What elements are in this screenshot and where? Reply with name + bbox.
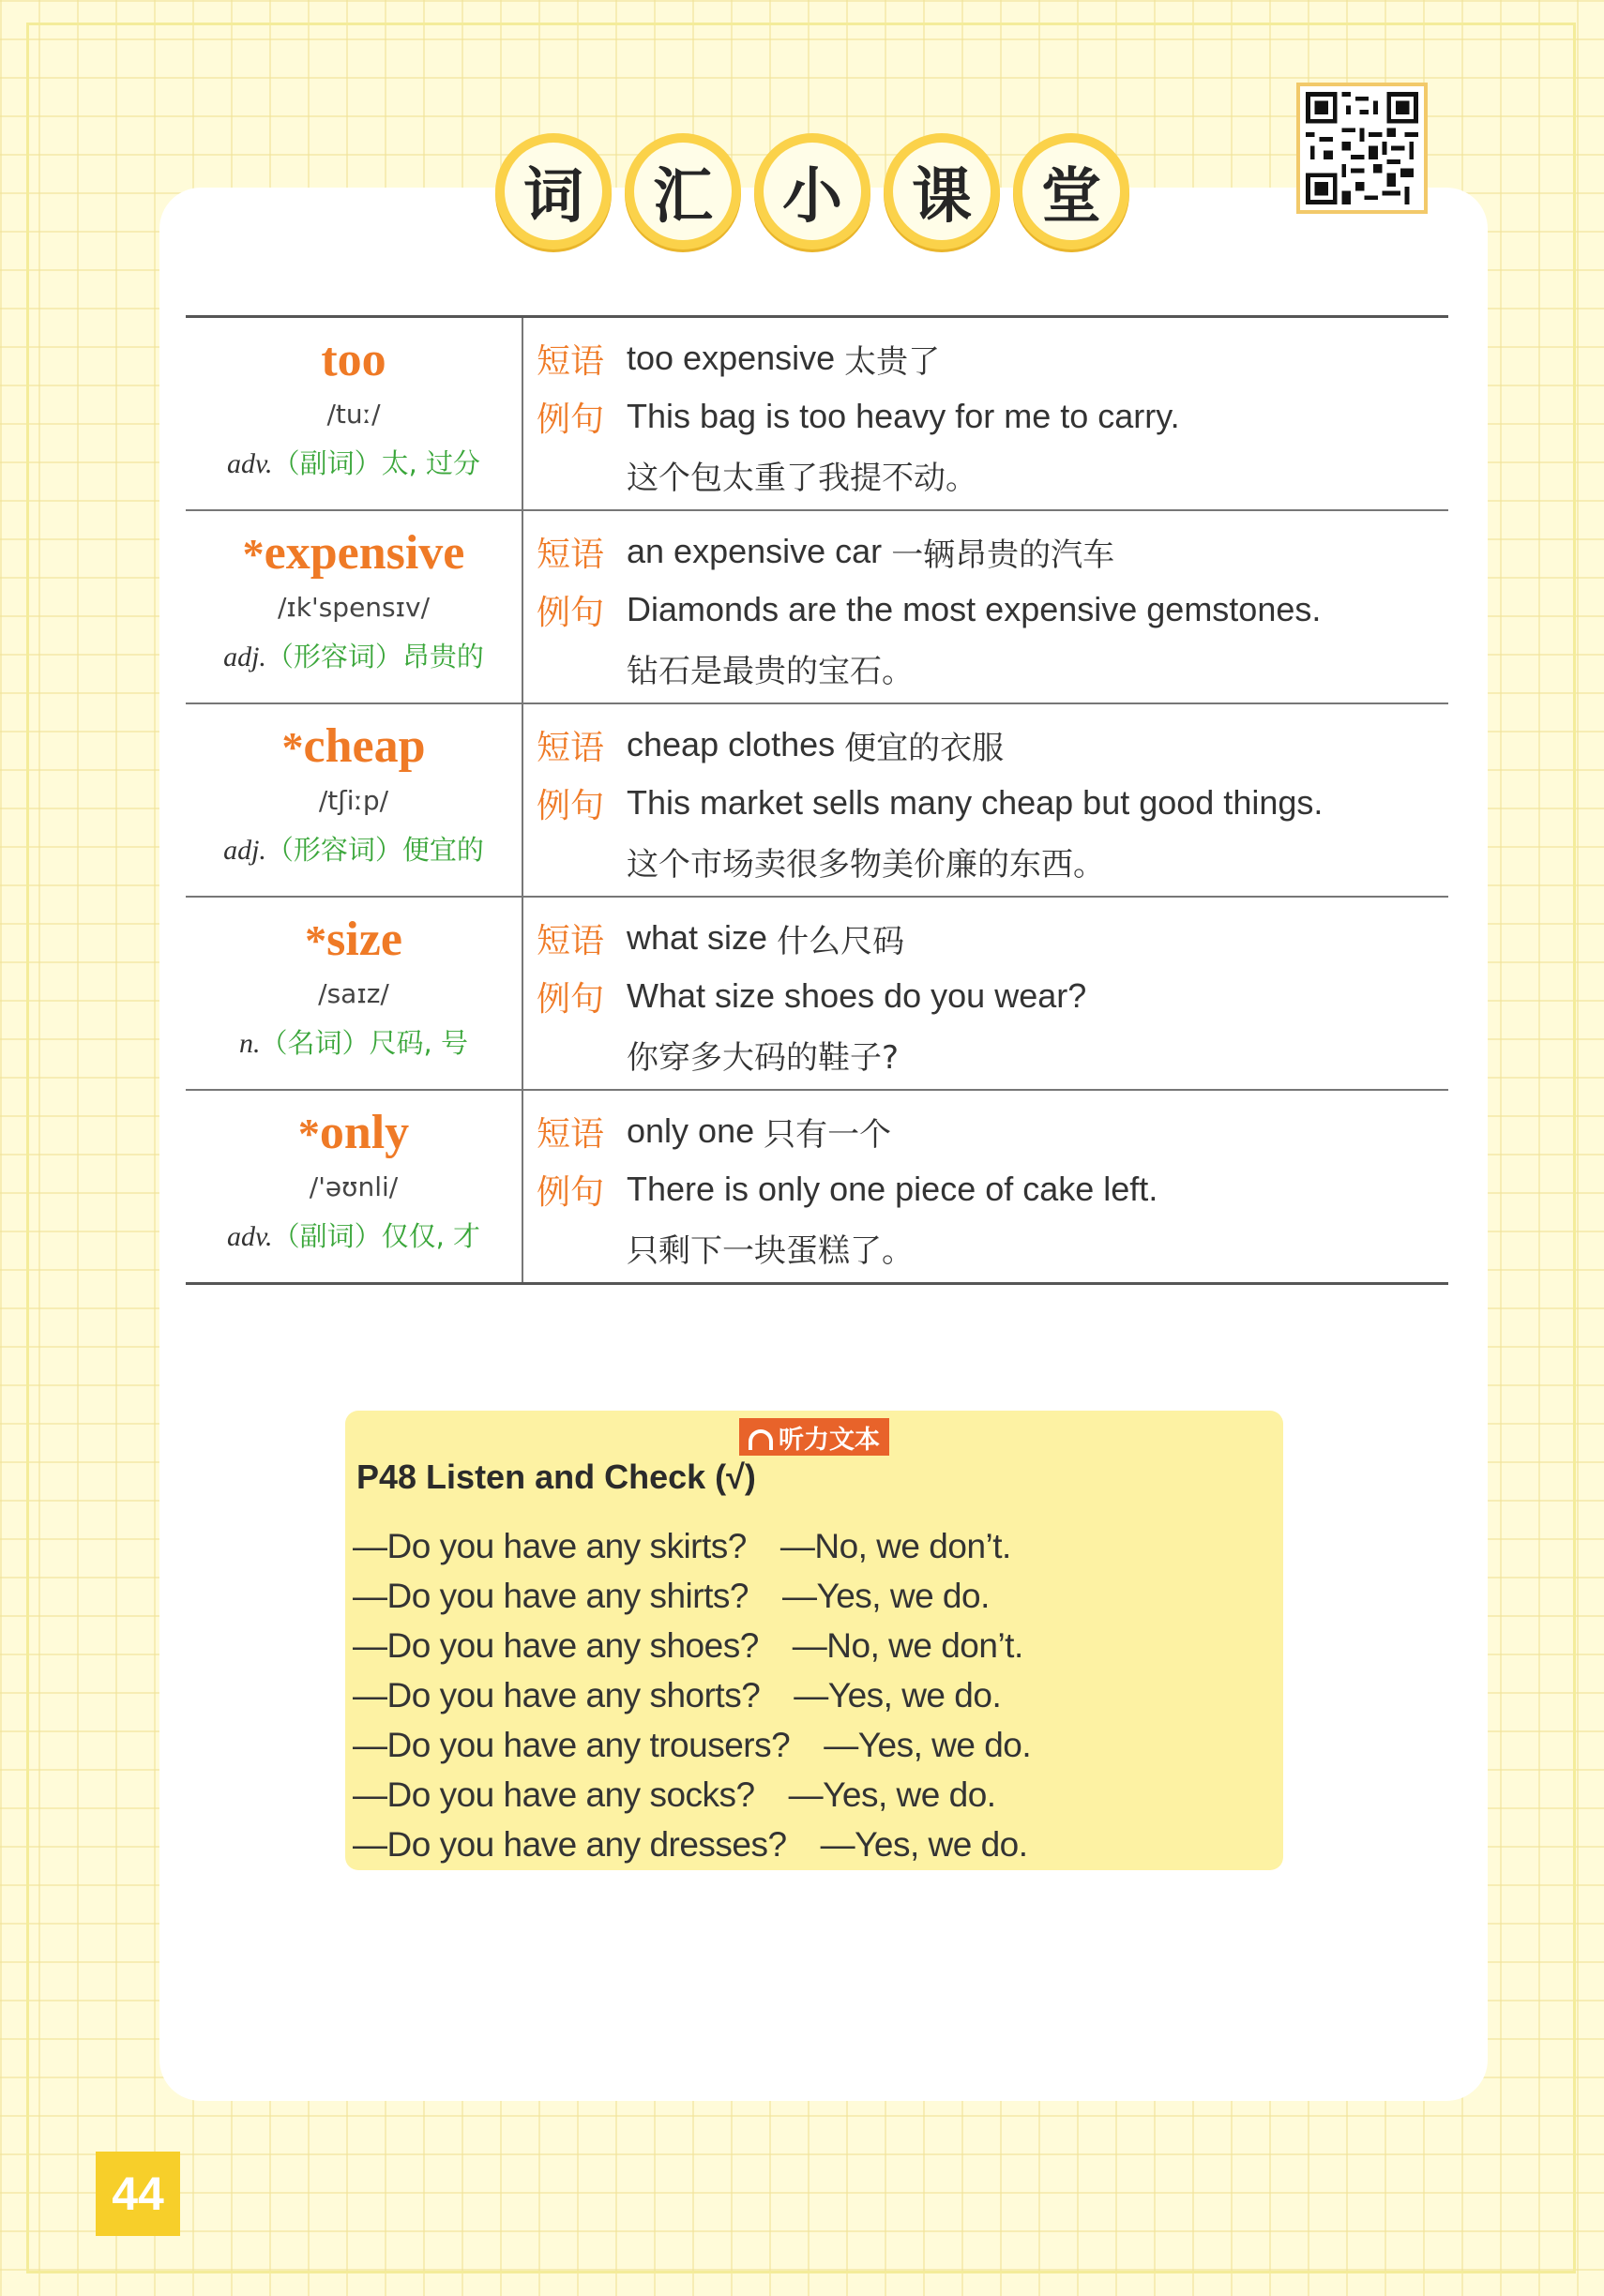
dialogue-list	[353, 1521, 1031, 1869]
part-of-speech: adj.（形容词）便宜的	[223, 834, 484, 866]
dialogue-line: —Do you have any shoes? —No, we don’t.	[353, 1625, 1023, 1665]
word-column	[186, 318, 523, 509]
word-column	[186, 511, 523, 702]
example-translation: 钻石是最贵的宝石。	[627, 652, 914, 690]
phrase-line: 短语 an expensive car 一辆昂贵的汽车	[537, 522, 1448, 581]
title-circle: 汇	[625, 133, 741, 249]
example-translation: 这个市场卖很多物美价廉的东西。	[627, 845, 1105, 884]
example-line: 例句 This bag is too heavy for me to carry.	[537, 387, 1448, 446]
example-label: 例句	[537, 593, 605, 632]
usage-column	[523, 704, 1448, 896]
usage-column	[523, 511, 1448, 702]
vocab-entry	[186, 318, 1448, 511]
title-circle: 小	[754, 133, 870, 249]
phrase-label: 短语	[537, 921, 605, 960]
headword: *cheap	[281, 719, 426, 773]
headword: *only	[297, 1106, 410, 1159]
phrase-label: 短语	[537, 535, 605, 574]
headphone-icon	[749, 1429, 773, 1450]
listening-heading: P48 Listen and Check (√)	[356, 1458, 756, 1496]
phrase-label: 短语	[537, 728, 605, 767]
phrase-line: 短语 only one 只有一个	[537, 1102, 1448, 1160]
listening-badge: 听力文本	[739, 1418, 889, 1456]
part-of-speech: adv.（副词）太, 过分	[226, 447, 481, 479]
phonetic: /saɪz/	[318, 978, 389, 1009]
example-line: 例句 What size shoes do you wear?	[537, 967, 1448, 1025]
usage-column	[523, 898, 1448, 1089]
dialogue-line: —Do you have any shirts? —Yes, we do.	[353, 1576, 990, 1615]
phonetic: /tʃiːp/	[318, 785, 389, 816]
phrase-line: 短语 what size 什么尺码	[537, 909, 1448, 967]
page-title	[495, 133, 1129, 249]
usage-column	[523, 318, 1448, 509]
phrase-line: 短语 cheap clothes 便宜的衣服	[537, 716, 1448, 774]
usage-column	[523, 1091, 1448, 1282]
word-column	[186, 898, 523, 1089]
title-circle: 词	[495, 133, 612, 249]
page-number: 44	[96, 2152, 180, 2236]
example-translation: 你穿多大码的鞋子?	[627, 1038, 900, 1077]
vocab-entry	[186, 1091, 1448, 1285]
headword: *expensive	[242, 526, 465, 580]
listening-text-box	[345, 1411, 1283, 1870]
vocab-entry	[186, 704, 1448, 898]
example-translation: 只剩下一块蛋糕了。	[627, 1231, 914, 1270]
phonetic: /ɪk'spensɪv/	[277, 592, 431, 623]
dialogue-line: —Do you have any socks? —Yes, we do.	[353, 1775, 996, 1814]
example-label: 例句	[537, 1172, 605, 1212]
part-of-speech: adj.（形容词）昂贵的	[223, 641, 484, 672]
part-of-speech: adv.（副词）仅仅, 才	[226, 1220, 481, 1252]
dialogue-line: —Do you have any trousers? —Yes, we do.	[353, 1725, 1032, 1764]
vocab-entry	[186, 898, 1448, 1091]
headword: *size	[305, 913, 402, 966]
phrase-label: 短语	[537, 341, 605, 381]
title-circle: 课	[884, 133, 1000, 249]
example-translation: 这个包太重了我提不动。	[627, 459, 977, 497]
example-line: 例句 There is only one piece of cake left.	[537, 1160, 1448, 1218]
title-circle: 堂	[1013, 133, 1129, 249]
example-line: 例句 Diamonds are the most expensive gemstones.	[537, 581, 1448, 639]
dialogue-line: —Do you have any dresses? —Yes, we do.	[353, 1824, 1028, 1864]
phrase-line: 短语 too expensive 太贵了	[537, 329, 1448, 387]
dialogue-line: —Do you have any skirts? —No, we don’t.	[353, 1526, 1011, 1565]
phonetic: /'əʊnli/	[309, 1171, 399, 1202]
vocab-entry	[186, 511, 1448, 704]
example-label: 例句	[537, 979, 605, 1019]
phonetic: /tuː/	[326, 399, 381, 430]
part-of-speech: n.（名词）尺码, 号	[239, 1027, 468, 1059]
word-column	[186, 1091, 523, 1282]
example-line: 例句 This market sells many cheap but good things.	[537, 774, 1448, 832]
dialogue-line: —Do you have any shorts? —Yes, we do.	[353, 1675, 1002, 1714]
example-label: 例句	[537, 400, 605, 439]
example-label: 例句	[537, 786, 605, 825]
vocabulary-table	[186, 315, 1448, 1285]
qr-code-icon[interactable]	[1296, 83, 1428, 214]
headword: too	[321, 333, 386, 386]
word-column	[186, 704, 523, 896]
phrase-label: 短语	[537, 1114, 605, 1154]
